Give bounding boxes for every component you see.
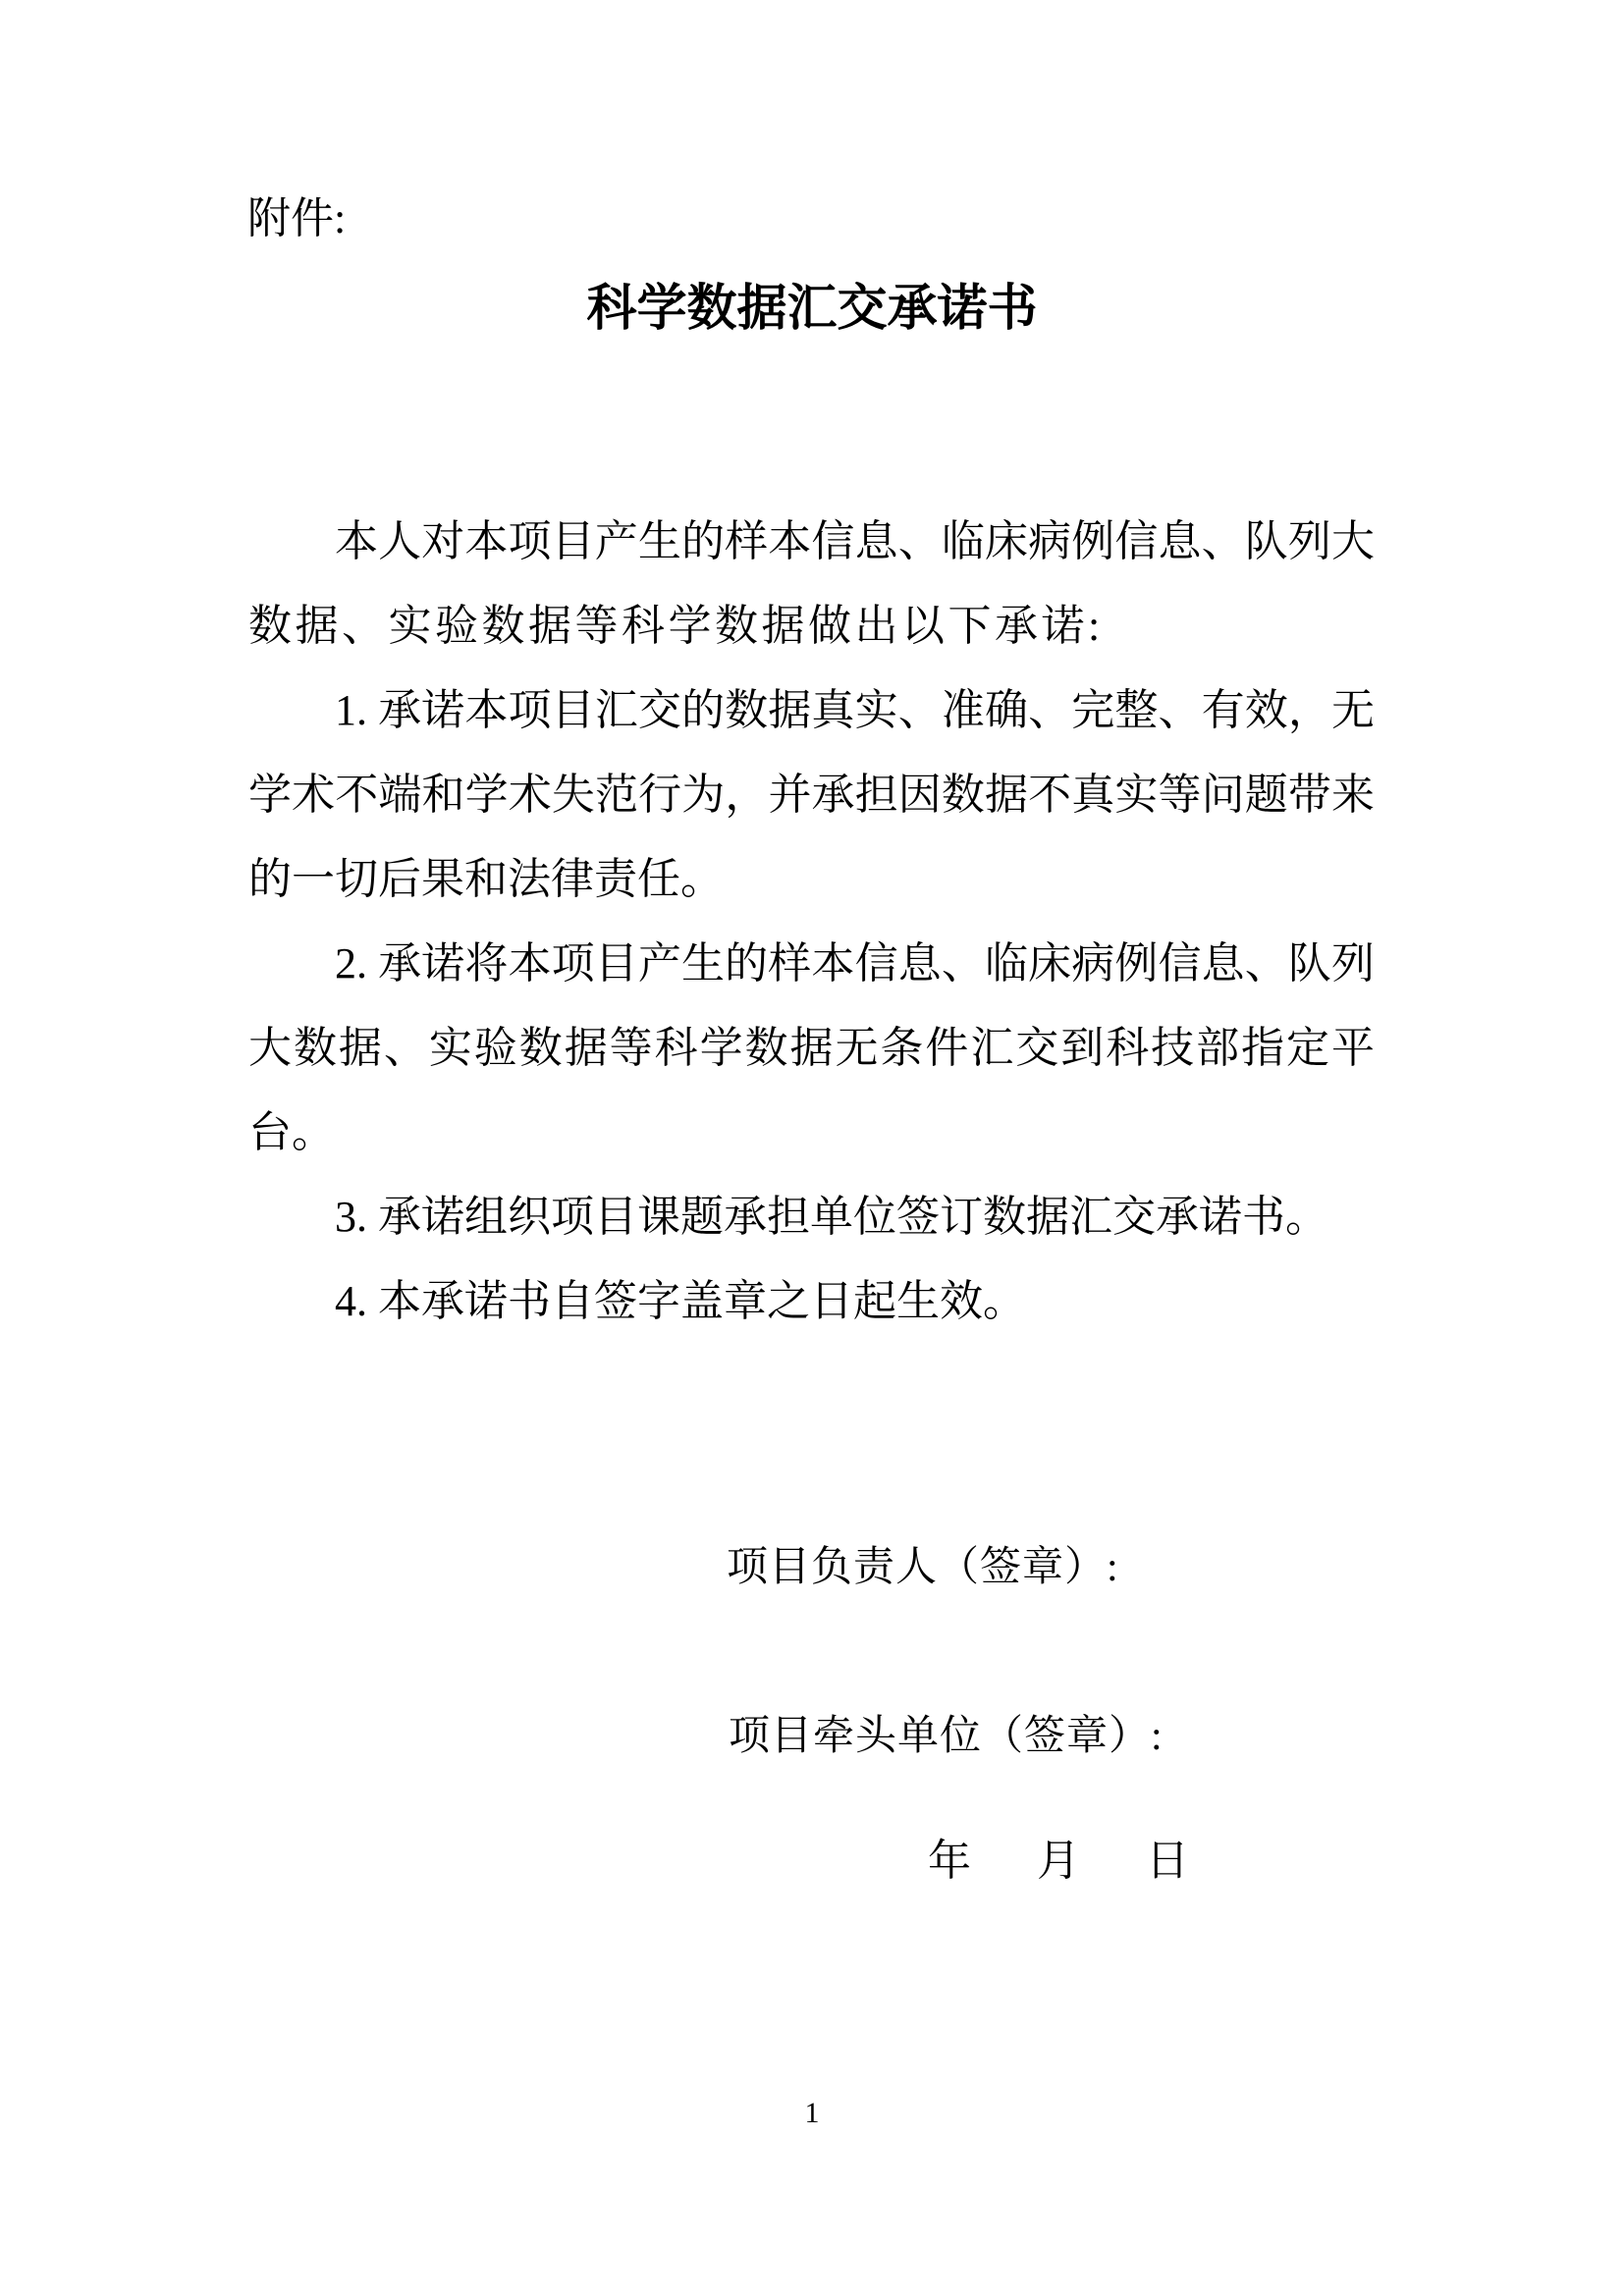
body-line: 本人对本项目产生的样本信息、临床病例信息、队列大 xyxy=(335,517,1375,565)
page-number: 1 xyxy=(804,2097,820,2129)
body-line: 学术不端和学术失范行为，并承担因数据不真实等问题带来 xyxy=(248,771,1375,819)
project-leader-signature-label: 项目负责人（签章）: xyxy=(727,1545,1119,1590)
body-line: 数据、实验数据等科学数据做出以下承诺: xyxy=(248,602,1104,650)
body-line: 3. 承诺组织项目课题承担单位签订数据汇交承诺书。 xyxy=(335,1193,1328,1241)
body-line: 4. 本承诺书自签字盖章之日起生效。 xyxy=(335,1277,1026,1325)
body-line: 1. 承诺本项目汇交的数据真实、准确、完整、有效，无 xyxy=(335,686,1375,734)
attachment-label: 附件: xyxy=(247,194,347,242)
body-line: 2. 承诺将本项目产生的样本信息、临床病例信息、队列 xyxy=(335,939,1375,988)
body-line: 台。 xyxy=(248,1108,335,1156)
date-line xyxy=(928,1837,1189,1886)
year-label: 年 xyxy=(928,1837,971,1885)
month-label: 月 xyxy=(1037,1837,1080,1885)
body-line: 的一切后果和法律责任。 xyxy=(248,855,724,903)
day-label: 日 xyxy=(1146,1837,1189,1885)
body-line: 大数据、实验数据等科学数据无条件汇交到科技部指定平 xyxy=(248,1024,1375,1072)
document-body xyxy=(248,500,1375,1344)
document-title: 科学数据汇交承诺书 xyxy=(586,282,1038,337)
lead-organization-signature-label: 项目牵头单位（签章）: xyxy=(729,1714,1164,1759)
